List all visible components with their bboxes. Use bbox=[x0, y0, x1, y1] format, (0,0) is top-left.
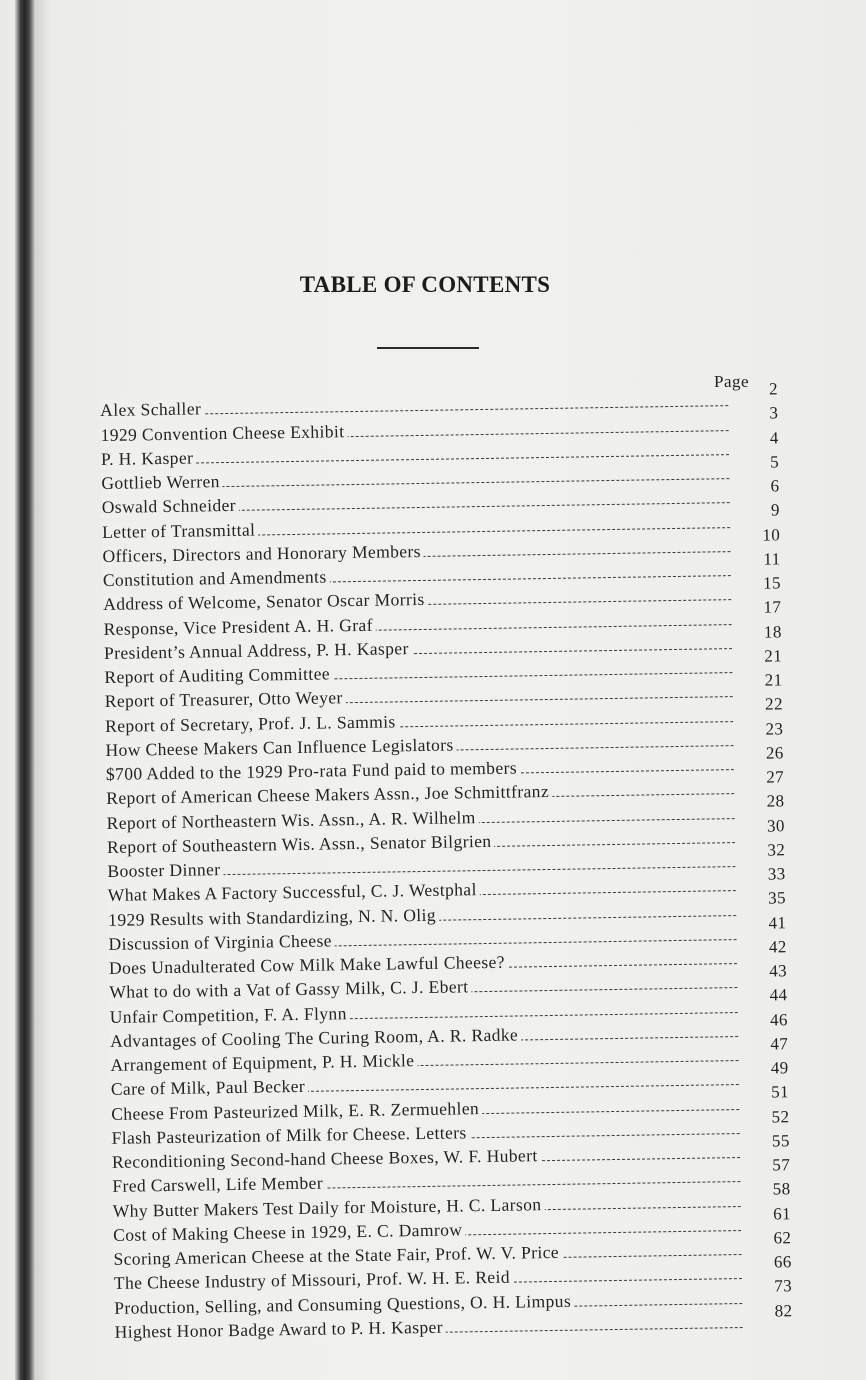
toc-entry-title: Care of Milk, Paul Becker bbox=[111, 1076, 308, 1100]
toc-entry-title: Advantages of Cooling The Curing Room, A. R. Radke bbox=[110, 1024, 521, 1051]
toc-entry-page: 6 bbox=[770, 476, 780, 496]
toc-entry-title: President’s Annual Address, P. H. Kasper bbox=[104, 638, 412, 664]
toc-entry-title: The Cheese Industry of Missouri, Prof. W. H. E. Reid bbox=[114, 1267, 513, 1294]
toc-entry-title: Cost of Making Cheese in 1929, E. C. Damrow bbox=[113, 1219, 465, 1246]
toc-entry-page: 15 bbox=[763, 573, 782, 593]
toc-entry-page: 27 bbox=[766, 767, 785, 787]
toc-entry-page: 18 bbox=[763, 621, 782, 642]
page-title: TABLE OF CONTENTS bbox=[299, 272, 551, 297]
toc-entry-page: 66 bbox=[773, 1252, 792, 1272]
toc-entry-page: 44 bbox=[769, 985, 788, 1005]
toc-entry-page: 51 bbox=[771, 1082, 790, 1102]
toc-entry-title: Letter of Transmittal bbox=[102, 519, 259, 542]
toc-entry-page: 73 bbox=[774, 1276, 793, 1296]
toc-entry-title: Fred Carswell, Life Member bbox=[112, 1173, 326, 1197]
toc-entry-page: 42 bbox=[768, 937, 787, 957]
toc-entry-title: 1929 Convention Cheese Exhibit bbox=[100, 421, 347, 446]
toc-entry-page: 57 bbox=[772, 1155, 791, 1175]
toc-entry-title: Cheese From Pasteurized Milk, E. R. Zermuehlen bbox=[111, 1098, 482, 1125]
toc-entry-page: 55 bbox=[771, 1131, 790, 1151]
toc-entry-title: Reconditioning Second-hand Cheese Boxes, W. F. Hubert bbox=[112, 1145, 541, 1173]
toc-entry-title: Production, Selling, and Consuming Questions, O. H. Limpus bbox=[114, 1290, 574, 1318]
toc-entry-page: 4 bbox=[769, 427, 779, 447]
toc-entry-title: Flash Pasteurization of Milk for Cheese. Letters bbox=[111, 1122, 469, 1149]
toc-entry-title: Address of Welcome, Senator Oscar Morris bbox=[103, 589, 428, 615]
toc-entry-page: 21 bbox=[764, 646, 783, 666]
toc-entry-title: Discussion of Virginia Cheese bbox=[108, 930, 335, 955]
toc-entry-page: 61 bbox=[772, 1203, 792, 1224]
toc-entry-page: 2 bbox=[768, 379, 779, 399]
toc-entry-title: Highest Honor Badge Award to P. H. Kasper bbox=[115, 1316, 447, 1342]
toc-entry-page: 58 bbox=[772, 1179, 791, 1199]
toc-entry-page: 30 bbox=[766, 815, 785, 836]
toc-entry-title: Alex Schaller bbox=[100, 399, 204, 422]
toc-entry-page: 46 bbox=[769, 1009, 789, 1030]
toc-entry-page: 35 bbox=[767, 888, 787, 908]
toc-entry-title: Unfair Competition, F. A. Flynn bbox=[110, 1003, 350, 1028]
toc-entry-title: Does Unadulterated Cow Milk Make Lawful Cheese? bbox=[109, 952, 508, 979]
toc-entry-title: Report of Northeastern Wis. Assn., A. R. Wilhelm bbox=[107, 807, 479, 834]
toc-entry-title: $700 Added to the 1929 Pro-rata Fund paid to members bbox=[106, 757, 520, 785]
toc-entry-title: Report of Southeastern Wis. Assn., Senator Bilgrien bbox=[107, 831, 495, 858]
book-spine bbox=[14, 0, 36, 1380]
toc-entry-page: 3 bbox=[769, 403, 779, 423]
toc-entry-title: Oswald Schneider bbox=[102, 495, 240, 518]
toc-entry-page: 10 bbox=[762, 524, 781, 545]
toc-entry-title: What Makes A Factory Successful, C. J. Westphal bbox=[108, 879, 480, 906]
toc-entry-page: 5 bbox=[770, 452, 780, 472]
toc-entry-page: 23 bbox=[765, 718, 784, 739]
toc-entry-page: 9 bbox=[770, 500, 781, 520]
title-rule bbox=[377, 347, 479, 349]
toc-entry-page: 22 bbox=[764, 694, 784, 714]
toc-entry-title: Booster Dinner bbox=[107, 859, 223, 882]
toc-entry-title: Officers, Directors and Honorary Members bbox=[102, 541, 424, 567]
toc-entry-page: 43 bbox=[769, 961, 788, 981]
toc-entry-title: 1929 Results with Standardizing, N. N. Olig bbox=[108, 904, 439, 930]
toc-entry-page: 41 bbox=[768, 912, 787, 933]
toc-entry-page: 49 bbox=[770, 1058, 789, 1078]
toc-entry-title: Report of Secretary, Prof. J. L. Sammis bbox=[105, 711, 399, 737]
toc-entry-title: Constitution and Amendments bbox=[103, 566, 330, 591]
toc-entry-title: Why Butter Makers Test Daily for Moisture, H. C. Larson bbox=[113, 1194, 545, 1222]
page-column-header: Page bbox=[714, 372, 750, 391]
toc-entry-title: Report of American Cheese Makers Assn., Joe Schmittfranz bbox=[106, 781, 552, 809]
toc-entry-page: 47 bbox=[770, 1034, 789, 1054]
toc-entry-page: 62 bbox=[773, 1227, 792, 1248]
toc-entry-title: How Cheese Makers Can Influence Legislators bbox=[105, 734, 456, 761]
toc-entry-title: P. H. Kasper bbox=[101, 447, 197, 469]
toc-entry-page: 26 bbox=[765, 743, 784, 763]
toc-entry-page: 33 bbox=[767, 864, 786, 884]
toc-entry-title: What to do with a Vat of Gassy Milk, C. J. Ebert bbox=[109, 976, 471, 1003]
toc-entry-title: Arrangement of Equipment, P. H. Mickle bbox=[110, 1050, 417, 1076]
toc-entry-page: 11 bbox=[763, 549, 781, 569]
toc-entry-page: 28 bbox=[766, 791, 785, 811]
toc-entry-page: 32 bbox=[767, 840, 786, 860]
toc-entry-title: Scoring American Cheese at the State Fair, Prof. W. V. Price bbox=[113, 1242, 562, 1270]
toc-entry-title: Report of Treasurer, Otto Weyer bbox=[105, 687, 346, 712]
toc-entry-title: Response, Vice President A. H. Graf bbox=[103, 614, 376, 639]
toc-entry-page: 21 bbox=[764, 670, 783, 690]
toc-entry-title: Report of Auditing Committee bbox=[104, 663, 333, 688]
toc-entry-title: Gottlieb Werren bbox=[101, 471, 223, 494]
toc-entry-page: 82 bbox=[774, 1300, 793, 1321]
toc-entry-page: 17 bbox=[763, 597, 782, 617]
toc-entry-page: 52 bbox=[771, 1106, 790, 1127]
spine-shadow bbox=[36, 0, 50, 1380]
